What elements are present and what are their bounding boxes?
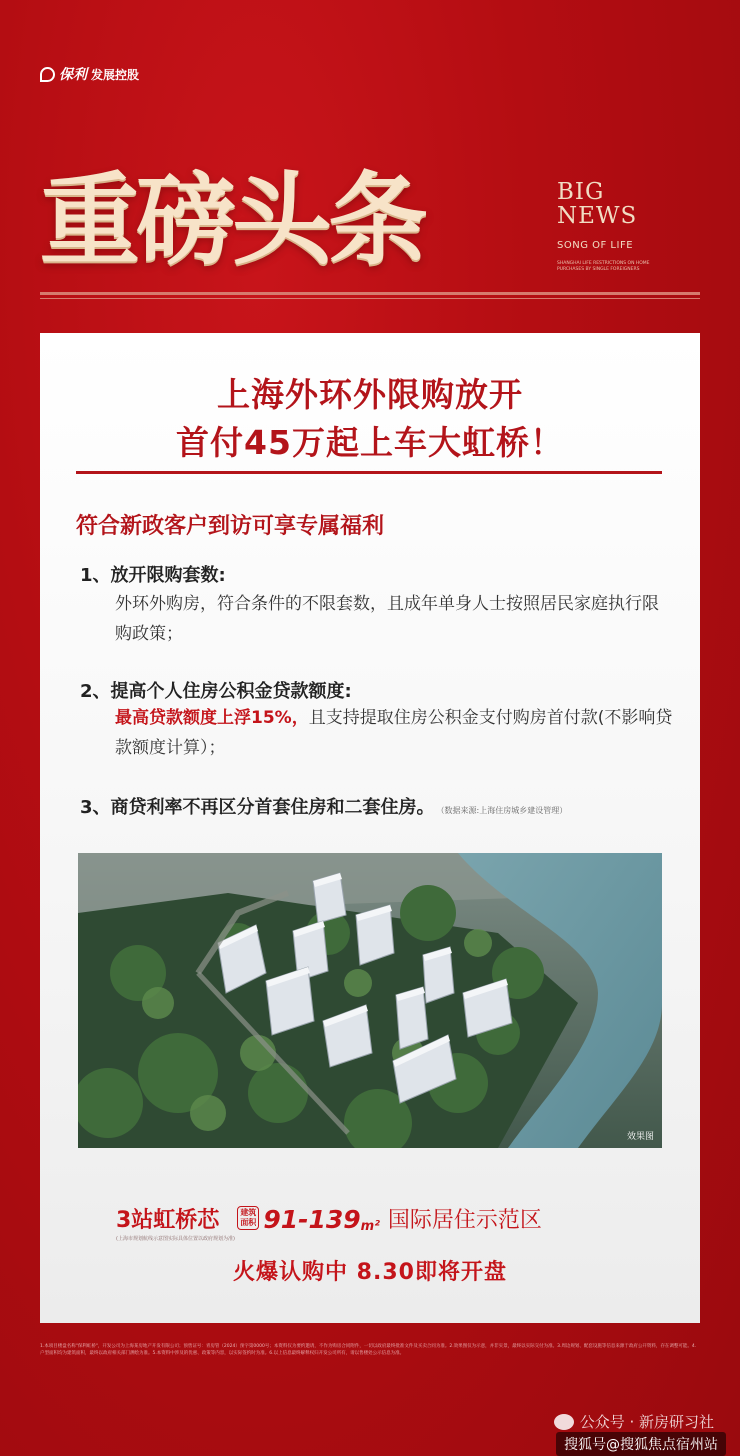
headline: 重磅头条 [40, 161, 424, 279]
big-news-small: SHANGHAI LIFE RESTRICTIONS ON HOME PURCHASES BY SINGLE FOREIGNERS [557, 261, 650, 272]
header-divider [40, 292, 700, 295]
big-news-line1: BIG [557, 179, 605, 205]
brand-script: 保利 [59, 67, 87, 83]
promo-stations: 3站虹桥芯 [116, 1208, 220, 1233]
area-badge [237, 1206, 259, 1230]
sale-banner: 火爆认购中 8.30即将开盘 [233, 1260, 507, 1285]
poly-logo-icon [40, 67, 55, 82]
wechat-watermark [554, 1411, 714, 1432]
item-2-head: 2、提高个人住房公积金贷款额度: [80, 681, 352, 702]
card-subhead: 符合新政客户到访可享专属福利 [76, 513, 385, 539]
wechat-icon [554, 1414, 574, 1430]
promo-line [116, 1203, 542, 1242]
badge-line1: 建筑 [240, 1208, 257, 1217]
badge-line2: 面积 [240, 1218, 257, 1227]
promo-unit: m² [360, 1219, 380, 1234]
song-of-life: SONG OF LIFE [557, 240, 634, 251]
brand-logo [40, 64, 139, 84]
header-divider-thin [40, 298, 700, 299]
card-divider [76, 471, 662, 474]
legal-disclaimer: 1.本项目楼盘名称"保利虹桥"，开发公司为上海某房地产开发有限公司；预售证号：青房管（2024）预字第0000号；本资料仅为要约邀请，不作为购房合同附件，一切以政府最终批准文件及买卖合同为准。2.效果图仅为示意，并非实景，最终以实际交付为准。3.周边规划、配套设施等信息来源于政府公开资料，存在调整可能。4.户型面积均为建筑面积，最终以政府相关部门测绘为准。5.本资料中涉及的优惠、政策等内容，以实际签约时为准。6.以上信息最终解释权归开发公司所有，请以售楼处公示信息为准。 [40, 1344, 697, 1356]
photo-caption: 效果图 [626, 1132, 654, 1142]
aerial-rendering-image [78, 853, 662, 1148]
item-2-body [115, 703, 675, 763]
watermark-text: 公众号 · 新房研习社 [579, 1413, 714, 1431]
item-2-text: 且支持提取住房公积金支付购房首付款(不影响贷款额度计算）； [115, 708, 673, 758]
card-title-line2: 首付45万起上车大虹桥！ [176, 423, 564, 462]
item-3-source: （数据来源:上海住房城乡建设管理） [440, 806, 568, 815]
item-2-highlight: 最高贷款额度上浮15%， [115, 708, 309, 728]
promo-stations-note: (上海市规划航线示意图实际具体位置以政府规划为准) [116, 1236, 235, 1242]
card-title-line1: 上海外环外限购放开 [217, 375, 523, 414]
big-news-block [557, 180, 657, 273]
item-3-head [80, 793, 567, 819]
promo-zone: 国际居住示范区 [387, 1208, 542, 1233]
promo-area: 91-139 [263, 1205, 361, 1234]
big-news-line2: NEWS [557, 203, 638, 229]
item-3-text: 3、商贷利率不再区分首套住房和二套住房。 [80, 797, 435, 818]
project-rendering [78, 853, 662, 1148]
content-card [40, 333, 700, 1323]
sohu-watermark: 搜狐号@搜狐焦点宿州站 [556, 1432, 726, 1456]
item-1-body: 外环外购房，符合条件的不限套数，且成年单身人士按照居民家庭执行限购政策； [115, 594, 659, 644]
item-1-head: 1、放开限购套数: [80, 565, 226, 586]
brand-name: 发展控股 [91, 67, 140, 82]
